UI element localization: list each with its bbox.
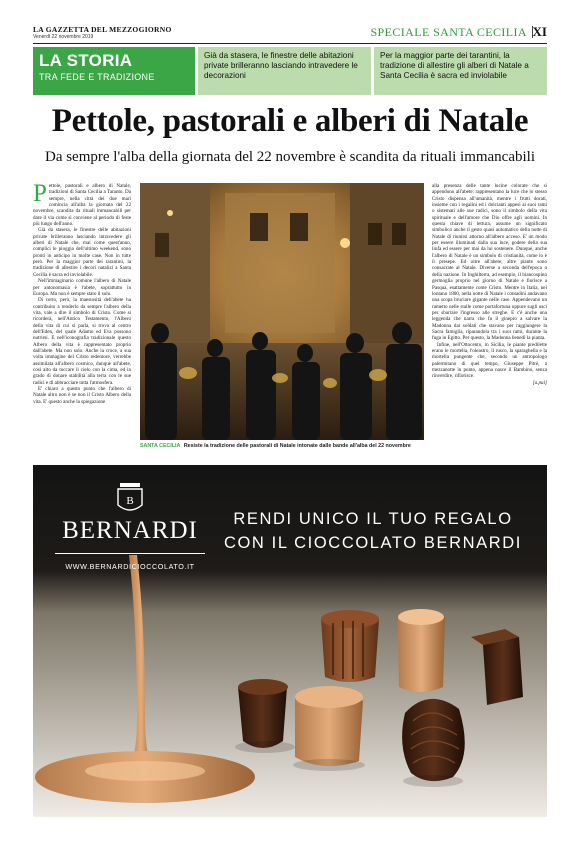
story-tag-subtitle: TRA FEDE E TRADIZIONE <box>39 72 155 82</box>
article-paragraph: Di certo, però, la maestosità dell'abete ha contribuito a renderlo da sempre l'albero della vita, vale a dire il simbolo di Cristo. Come si ricorderà, nell'Antico Testamento, l'Albero della vita di cui si parla, si trova al centro dell'Eden, del quale Adamo ed Eva possono nutrirsi. E nell'iconografia tradizionale questo Albero della vita è rappresentato proprio dall'abete. Ma non solo. Anche la croce, a sua volta immagine del Cristo redentore, verrebbe assimilata all'albero cosmico, dunque all'abete, così alto da toccare il cielo con la cima, ed in grado di donare stabilità alla terra con le sue radici e di abbracciare tutta l'atmosfera. <box>33 297 131 386</box>
banner-summary-2: Per la maggior parte dei tarantini, la tradizione di allestire gli alberi di Natale a Santa Cecilia è sacra ed inviolabile <box>374 47 547 95</box>
caption-tag: SANTA CECILIA <box>140 443 181 449</box>
headline: Pettole, pastorali e alberi di Natale <box>51 103 529 139</box>
article-paragraph: Già da stasera, le finestre delle abitazioni private brilleranno lasciando intravedere gli alberi di Natale che, mai come quest'anno, complici le pioggia dell'ultimo weekend, sono pronti in anticipo in molte case. Non in tutte però. Per la maggior parte dei tarantini, la tradizione di allestire i decori natalizi a Santa Cecilia è sacra ed inviolabile. <box>33 227 131 278</box>
article-column-3 <box>432 183 547 455</box>
ad-website-link[interactable]: WWW.BERNARDICIOCCOLATO.IT <box>65 562 195 571</box>
story-banner <box>33 47 547 95</box>
photo-caption <box>140 443 428 450</box>
article-paragraph: Nell'immaginario comune l'albero di Natale per antonomasia è l'abete, soprattutto in Europa. Ma non è sempre stato il solo. <box>33 278 131 297</box>
band-photo <box>140 183 424 440</box>
masthead-rule <box>33 43 547 44</box>
article-paragraph: alla presenza delle tante lucine colorate che si appendono all'abete: rappresentano la luce che lo stesso Cristo dispensa all'umanità, mentre i frutti dorati, insieme con i regalini ed i dolcianti appesi ai suoi rami o sistemati alle sue radici, sono il simbolo della vita spirituale e dell'amore che Dio offre agli uomini. In questa chiave di lettura, assume un significato simbolico anche il gesto quasi automatico della notte di Natale di riunirsi attorno all'albero acceso. E' un modo per essere illuminati dalla sua luce, godere della sua linfa ed essere per mai da lui sostenere. Dunque, anche l'albero di Natale è un simbolo di cristianità, come lo è il presepe. Ed oltre all'abete, altre piante sono consacrate al Natale. Diverse a seconda dell'epoca o della nazione. In Inghilterra, ad esempio, il biancospino germoglia proprio nel giorno di Natale e fiorisce a Pasqua, esattamente come Cristo. Mentre in Italia, nel lontano 1800, nella notte di Natale i contadini andavano una scopa bruciare gigante nelle case. Appendevano un rametto nelle stalle come portafortuna oppure sugli usci per sbarrare l'ingresso alle streghe. E c'è anche una leggenda che narra che fu il ginepro a salvare la Madonna dai soldati che stavano per raggiungere la Sacra famiglia, riparandola tra i suoi rami, durante la fuga in Egitto. Per questo, la Madonna benedì la pianta. <box>432 183 547 342</box>
banner-summary-1: Già da stasera, le finestre delle abitazioni private brilleranno lasciando intravedere le decorazioni <box>198 47 371 95</box>
page-number: XI <box>532 24 547 39</box>
issue-date: Venerdì 22 novembre 2019 <box>33 34 94 40</box>
ad-slogan <box>213 507 533 555</box>
dropcap: P <box>33 183 47 207</box>
story-tag <box>33 47 195 95</box>
article-column-1 <box>33 183 131 455</box>
band-photo-illustration <box>140 183 424 440</box>
bernardi-advertisement <box>33 465 547 817</box>
caption-text: Resiste la tradizione delle pastorali di Natale intonate dalle bande all'alba del 22 novembre <box>183 443 411 449</box>
ad-brand-name: BERNARDI <box>62 517 198 544</box>
subheadline: Da sempre l'alba della giornata del 22 novembre è scandita da rituali immancabili <box>44 149 536 165</box>
article-paragraph: ettole, pastorali e albero di Natale, tradizioni di Santa Cecilia a Taranto. Da sempre, nella città dei due mari comincia all'alba la giornata del 22 novembre, scandita da rituali immancabili per dare il via come si conviene al periodo di feste più lungo dell'anno. <box>33 183 131 228</box>
svg-text:B: B <box>126 495 134 507</box>
article-paragraph: Infine, nell'Ottocento, in Sicilia, le piante predilette erano le mortella, l'oleastro, il rusco, la sparaghella e la mortella pungente che, secondo un antropologo palermitano di quel tempo, Giuseppe Pitrè, a mezzanotte in punto, appena nasce il Bambino, senza rinverdire, rifiorisce. <box>432 341 547 380</box>
story-tag-title: LA STORIA <box>39 51 133 70</box>
article-paragraph: E' chiaro a questo punto che l'albero di Natale altro non è se non il Cristo Albero della vita. E' questo anche la spiegazione <box>33 386 131 405</box>
author-signature: [a.pul] <box>532 379 547 386</box>
paper-name: LA GAZZETTA DEL MEZZOGIORNO <box>33 25 172 34</box>
masthead <box>33 24 547 46</box>
section-title: SPECIALE SANTA CECILIA <box>370 25 527 39</box>
ad-slogan-line-2: CON IL CIOCCOLATO BERNARDI <box>223 534 522 552</box>
ad-slogan-line-1: RENDI UNICO IL TUO REGALO <box>233 510 513 528</box>
